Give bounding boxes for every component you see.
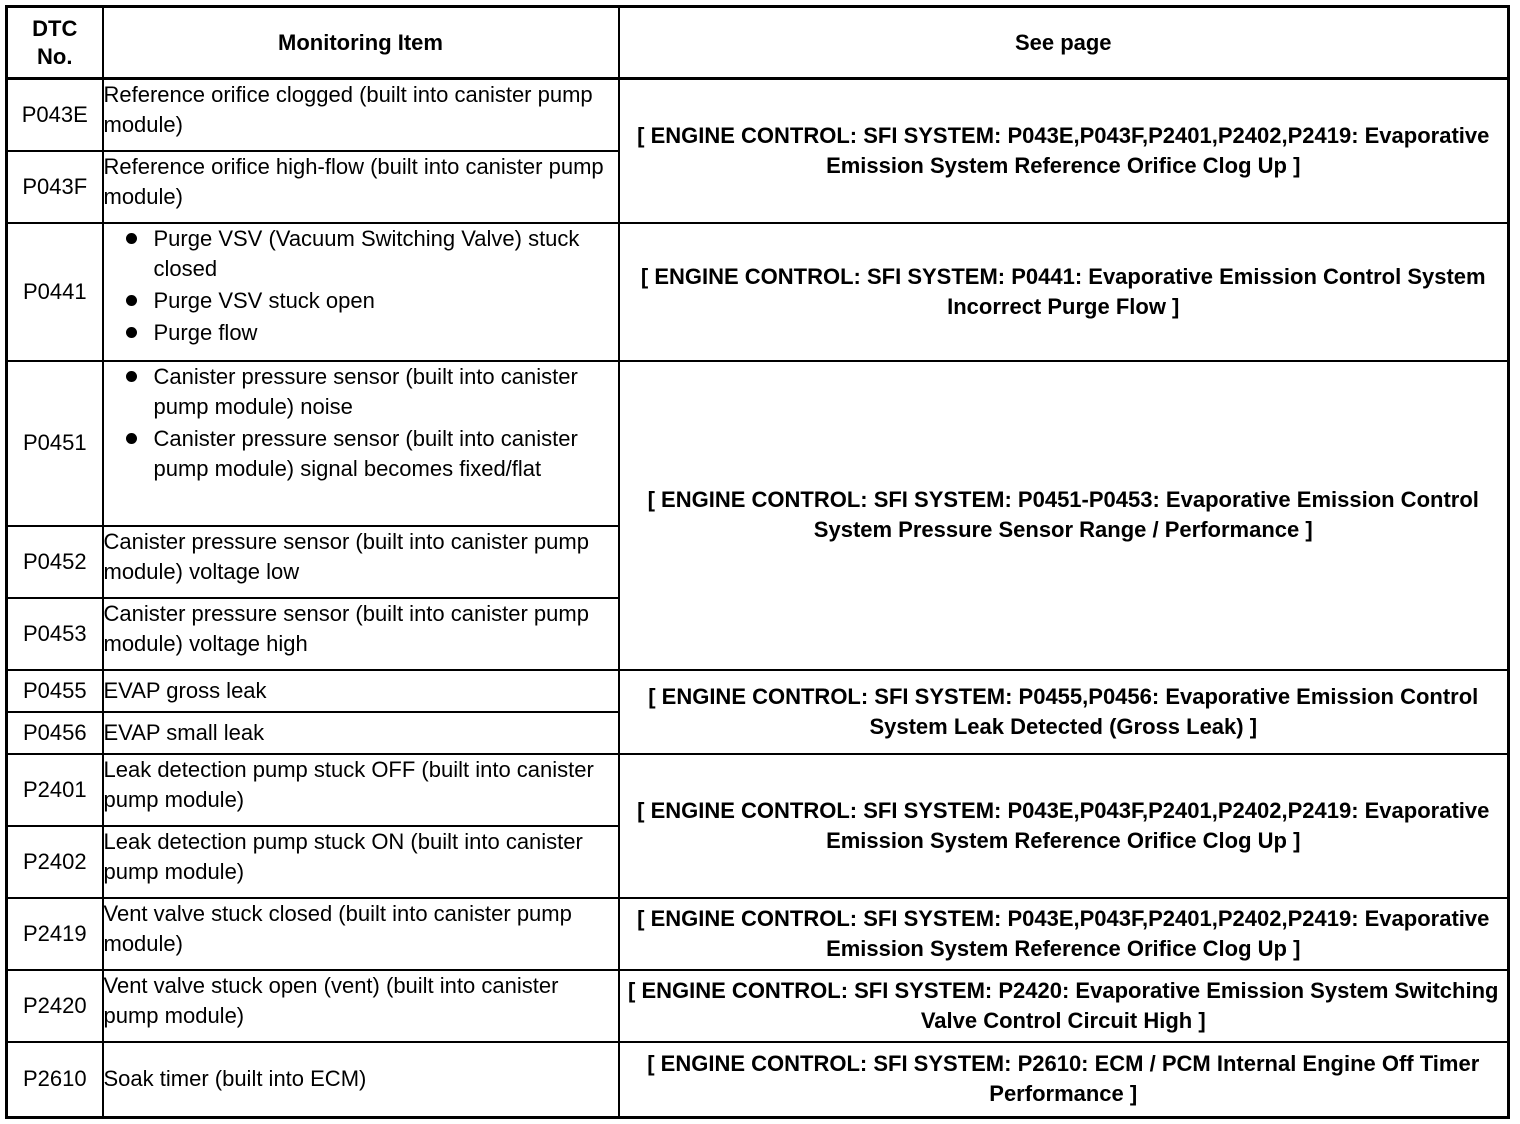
monitoring-item: Reference orifice clogged (built into canister pump module): [103, 79, 619, 151]
monitoring-item: Leak detection pump stuck OFF (built into canister pump module): [103, 754, 619, 826]
dtc-code: P0456: [7, 712, 103, 754]
bullet-list: [104, 362, 618, 484]
dtc-code: P043F: [7, 151, 103, 223]
monitoring-item: [103, 361, 619, 526]
table-row: [7, 898, 1509, 970]
see-page-link[interactable]: [ ENGINE CONTROL: SFI SYSTEM: P2610: ECM / PCM Internal Engine Off Timer Performance ]: [619, 1042, 1509, 1118]
monitoring-item: EVAP small leak: [103, 712, 619, 754]
table-row: [7, 223, 1509, 361]
see-page-link[interactable]: [ ENGINE CONTROL: SFI SYSTEM: P0441: Evaporative Emission Control System Incorrect Purge Flow ]: [619, 223, 1509, 361]
bullet-list: [104, 224, 618, 348]
dtc-code: P0441: [7, 223, 103, 361]
monitoring-item: Reference orifice high-flow (built into canister pump module): [103, 151, 619, 223]
table-row: [7, 970, 1509, 1042]
see-page-link[interactable]: [ ENGINE CONTROL: SFI SYSTEM: P0451-P0453: Evaporative Emission Control System Pressure Sensor Range / Performance ]: [619, 361, 1509, 670]
table-row: [7, 1042, 1509, 1118]
see-page-link[interactable]: [ ENGINE CONTROL: SFI SYSTEM: P043E,P043F,P2401,P2402,P2419: Evaporative Emission System Reference Orifice Clog Up ]: [619, 898, 1509, 970]
dtc-code: P2402: [7, 826, 103, 898]
dtc-code: P2420: [7, 970, 103, 1042]
bullet-item: Purge flow: [122, 318, 618, 348]
see-page-link[interactable]: [ ENGINE CONTROL: SFI SYSTEM: P0455,P0456: Evaporative Emission Control System Leak Detected (Gross Leak) ]: [619, 670, 1509, 754]
bullet-item: Purge VSV stuck open: [122, 286, 618, 316]
monitoring-item: Leak detection pump stuck ON (built into canister pump module): [103, 826, 619, 898]
dtc-code: P0451: [7, 361, 103, 526]
monitoring-item: Soak timer (built into ECM): [103, 1042, 619, 1118]
monitoring-item: Canister pressure sensor (built into canister pump module) voltage high: [103, 598, 619, 670]
see-page-link[interactable]: [ ENGINE CONTROL: SFI SYSTEM: P043E,P043F,P2401,P2402,P2419: Evaporative Emission System Reference Orifice Clog Up ]: [619, 79, 1509, 223]
dtc-code: P043E: [7, 79, 103, 151]
table-row: [7, 361, 1509, 526]
dtc-code: P2610: [7, 1042, 103, 1118]
monitoring-item: Vent valve stuck open (vent) (built into canister pump module): [103, 970, 619, 1042]
monitoring-item: [103, 223, 619, 361]
monitoring-item: Canister pressure sensor (built into canister pump module) voltage low: [103, 526, 619, 598]
table-row: [7, 754, 1509, 826]
table-row: [7, 79, 1509, 151]
bullet-item: Purge VSV (Vacuum Switching Valve) stuck closed: [122, 224, 618, 284]
dtc-code: P0453: [7, 598, 103, 670]
dtc-code: P0455: [7, 670, 103, 712]
monitoring-item: EVAP gross leak: [103, 670, 619, 712]
dtc-code: P2401: [7, 754, 103, 826]
monitoring-item: Vent valve stuck closed (built into canister pump module): [103, 898, 619, 970]
dtc-code: P0452: [7, 526, 103, 598]
dtc-code: P2419: [7, 898, 103, 970]
table-row: [7, 670, 1509, 712]
header-row: [7, 7, 1509, 79]
header-see-page: See page: [619, 7, 1509, 79]
dtc-table: [5, 5, 1510, 1119]
see-page-link[interactable]: [ ENGINE CONTROL: SFI SYSTEM: P2420: Evaporative Emission System Switching Valve Control Circuit High ]: [619, 970, 1509, 1042]
header-monitoring-item: Monitoring Item: [103, 7, 619, 79]
header-dtc-no: DTC No.: [7, 7, 103, 79]
bullet-item: Canister pressure sensor (built into canister pump module) noise: [122, 362, 618, 422]
bullet-item: Canister pressure sensor (built into canister pump module) signal becomes fixed/flat: [122, 424, 618, 484]
see-page-link[interactable]: [ ENGINE CONTROL: SFI SYSTEM: P043E,P043F,P2401,P2402,P2419: Evaporative Emission System Reference Orifice Clog Up ]: [619, 754, 1509, 898]
